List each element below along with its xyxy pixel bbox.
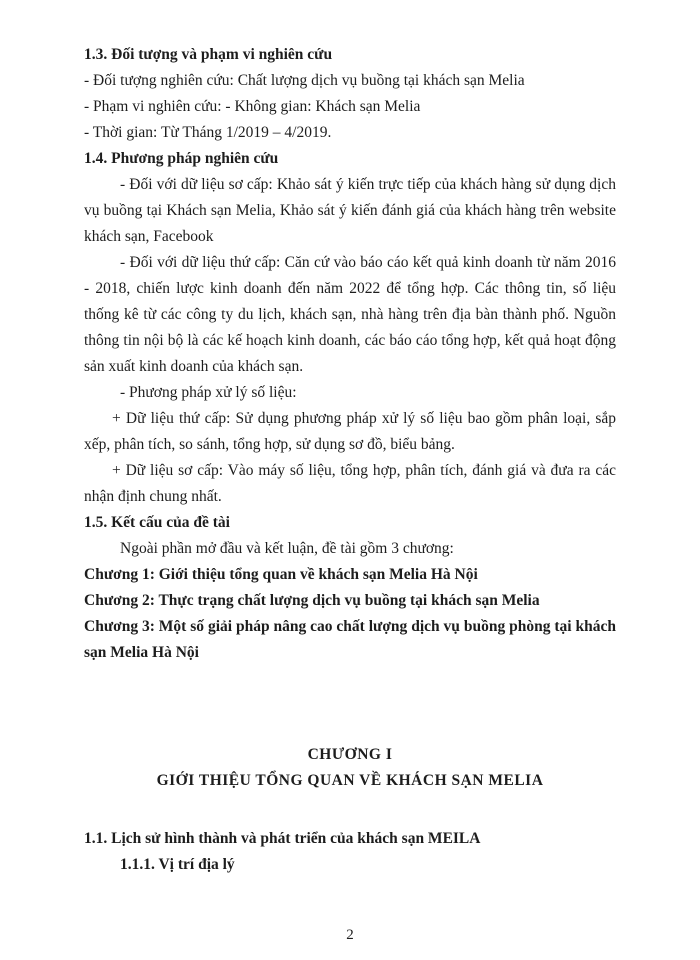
section-heading-1-5: 1.5. Kết cấu của đề tài [84,514,230,531]
chapter-1-summary: Chương 1: Giới thiệu tổng quan về khách sạn Melia Hà Nội [84,566,478,583]
chapter-heading: CHƯƠNG I [307,746,393,763]
section-heading-1-3: 1.3. Đối tượng và phạm vi nghiên cứu [84,46,333,63]
page-number: 2 [346,927,354,943]
section-heading-1-4: 1.4. Phương pháp nghiên cứu [84,150,279,167]
paragraph-structure-intro: Ngoài phần mở đầu và kết luận, đề tài gồm 3 chương: [120,540,454,557]
chapter-2-summary: Chương 2: Thực trạng chất lượng dịch vụ buồng tại khách sạn Melia [84,592,540,609]
paragraph-primary-data: - Đối với dữ liệu sơ cấp: Khảo sát ý kiến trực tiếp của khách hàng sử dụng dịch vụ buồng tại Khách sạn Melia, Khảo sát ý kiến đánh giá của khách hàng trên website khách sạn, Facebook [84,176,616,245]
section-heading-1-1: 1.1. Lịch sử hình thành và phát triển của khách sạn MEILA [84,830,481,847]
paragraph-primary-processing: + Dữ liệu sơ cấp: Vào máy số liệu, tổng hợp, phân tích, đánh giá và đưa ra các nhận định chung nhất. [84,462,616,505]
section-heading-1-1-1: 1.1.1. Vị trí địa lý [120,856,235,873]
chapter-subheading: GIỚI THIỆU TỔNG QUAN VỀ KHÁCH SẠN MELIA [156,772,544,789]
paragraph-research-object: - Đối tượng nghiên cứu: Chất lượng dịch vụ buồng tại khách sạn Melia [84,72,525,89]
paragraph-research-time: - Thời gian: Từ Tháng 1/2019 – 4/2019. [84,124,332,141]
paragraph-data-processing: - Phương pháp xử lý số liệu: [120,384,297,401]
paragraph-secondary-processing: + Dữ liệu thứ cấp: Sử dụng phương pháp xử lý số liệu bao gồm phân loại, sắp xếp, phân tích, so sánh, tổng hợp, sử dụng sơ đồ, biểu bảng. [84,410,616,453]
paragraph-research-scope: - Phạm vi nghiên cứu: - Không gian: Khách sạn Melia [84,98,421,115]
chapter-3-summary: Chương 3: Một số giải pháp nâng cao chất lượng dịch vụ buồng phòng tại khách sạn Melia Hà Nội [84,618,616,661]
paragraph-secondary-data: - Đối với dữ liệu thứ cấp: Căn cứ vào báo cáo kết quả kinh doanh từ năm 2016 - 2018, chiến lược kinh doanh đến năm 2022 để tổng hợp. Các thông tin, số liệu thống kê từ các công ty du lịch, khách sạn, nhà hàng trên địa bàn thành phố. Nguồn thông tin nội bộ là các kế hoạch kinh doanh, các báo cáo tổng hợp, kết quả hoạt động sản xuất kinh doanh của khách sạn. [84,254,616,375]
